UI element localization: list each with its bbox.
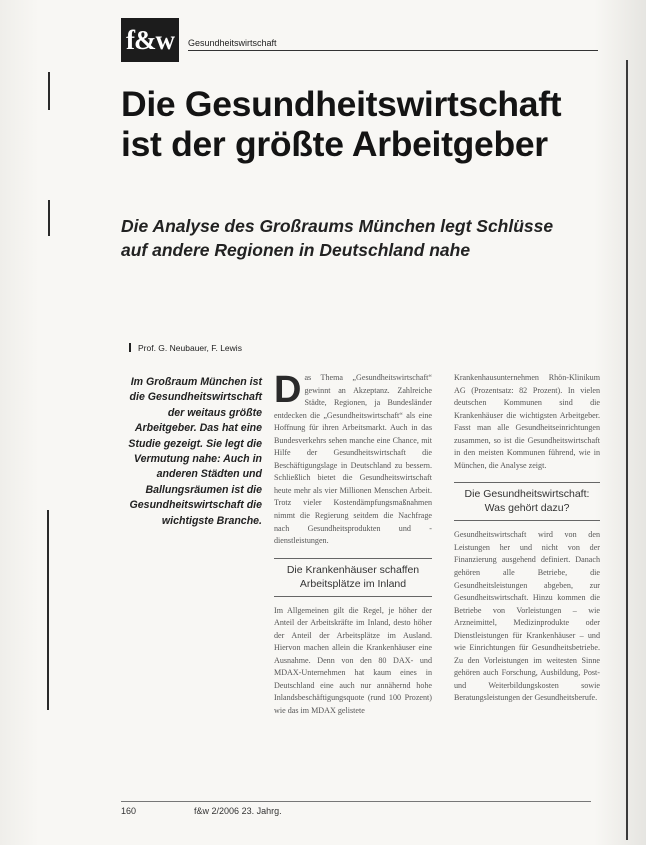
scan-edge-mark — [48, 72, 50, 110]
page-number: 160 — [121, 806, 137, 816]
body-paragraph: Krankenhausunternehmen Rhön-Klinikum AG (Prozentsatz: 82 Prozent). In vielen deutschen Kommunen sind die Krankenhäuser die wichtigsten Arbeitgeber. Fasst man alle Gesundheitseinrichtungen zusammen, so ist die Gesundheitswirtschaft in den meisten Kommunen führend, wie in München, die Analyse zeigt. — [454, 373, 600, 470]
title-line-1: Die Gesundheitswirtschaft — [121, 84, 562, 124]
body-column-2 — [454, 372, 600, 705]
subheading-was-gehoert-dazu: Die Gesundheitswirtschaft: Was gehört dazu? — [454, 482, 600, 521]
intro-paragraph — [274, 369, 432, 548]
subtitle-line-1: Die Analyse des Großraums München legt Schlüsse — [121, 216, 554, 236]
article-title — [121, 84, 601, 164]
page-footer — [121, 806, 282, 816]
body-paragraph: Im Allgemeinen gilt die Regel, je höher der Anteil der Arbeitskräfte im Inland, desto höher der Anteil der Arbeitsplätze im Ausland. Hiervon machen allein die Krankenhäuser eine Ausnahme. Denn von den 80 DAX- und MDAX-Unternehmen hat kaum eines in Deutschland eine auch nur annähernd hohe Inlandsbeschäftigungsquote (rund 100 Prozent) wie das im MDAX gelistete — [274, 605, 432, 716]
subtitle-line-2: auf andere Regionen in Deutschland nahe — [121, 240, 471, 260]
scan-edge-mark-right — [626, 60, 628, 840]
byline-marker — [129, 343, 134, 352]
drop-cap: D — [274, 369, 302, 411]
header-rule — [188, 50, 598, 51]
publication-logo: f&w — [121, 18, 179, 62]
article-subtitle — [121, 214, 601, 262]
footer-rule — [121, 801, 591, 802]
scan-edge-mark — [47, 510, 49, 710]
author-names: Prof. G. Neubauer, F. Lewis — [138, 343, 242, 353]
body-column-1 — [274, 369, 432, 718]
issue-info: f&w 2/2006 23. Jahrg. — [194, 806, 282, 816]
body-paragraph: Gesundheitswirtschaft wird von den Leistungen her und nicht von der Finanzierung ausgehend definiert. Danach gehören alle Betriebe, die Gesundheitsleistungen abgeben, zur Gesundheitswirtschaft. Hinzu kommen die Betriebe von Vorleistungen – wie Arzneimittel, Medizinprodukte oder Dienstleistungen für Krankenhäuser – und wie Einrichtungen für Gesundheitsbetriebe. Zu den Vorleistungen im weitesten Sinne gehören auch Forschung, Ausbildung, Post- und Weiterbildungskosten sowie Beratungsleistungen der Gesundheitsberufe. — [454, 530, 600, 703]
title-line-2: ist der größte Arbeitgeber — [121, 124, 548, 164]
author-byline — [129, 343, 242, 353]
lead-paragraph: Im Großraum München ist die Gesundheitswirtschaft der weitaus größte Arbeitgeber. Das hat eine Studie gezeigt. Sie legt die Vermutung nahe: Auch in anderen Städten und Ballungsräumen ist die Gesundheitswirtschaft die wichtigste Branche. — [128, 376, 262, 527]
subheading-krankenhaeuser: Die Krankenhäuser schaffen Arbeitsplätze im Inland — [274, 558, 432, 597]
section-label: Gesundheitswirtschaft — [188, 38, 277, 48]
scan-edge-mark — [48, 200, 50, 236]
intro-text: as Thema „Gesundheitswirtschaft“ gewinnt an Akzeptanz. Zahlreiche Städte, Regionen, ja Bundesländer entdecken die „Gesundheitswirtschaft“ als eine Hoffnung für ihren Arbeitsmarkt. Auch in das Bundesverkehrs sehen manche eine Chance, mit Hilfe der Gesundheitswirtschaft die Beschäftigungslage in Deutschland zu bessern. Schließlich bietet die Gesundheitswirtschaft heute mehr als vier Millionen Menschen Arbeit. Trotz vieler Kostendämpfungsmaßnahmen nimmt die Regierung seitdem die Nachfrage nach Gesundheitsprodukten und -dienstleistungen. — [274, 373, 432, 546]
